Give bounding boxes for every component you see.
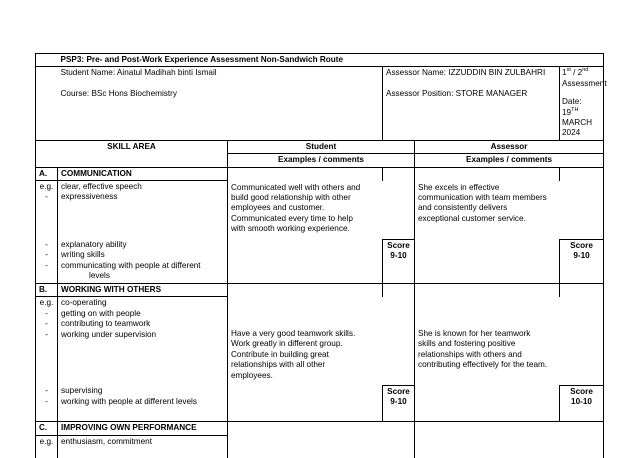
section-a-item: explanatory ability [61, 240, 127, 250]
section-a-assessor-comment-line: communication with team members [418, 192, 547, 202]
info-row [36, 67, 604, 140]
section-b-eg: e.g. - - - [36, 297, 58, 386]
assessor-name: Assessor Name: IZZUDDIN BIN ZULBAHRI [386, 68, 546, 78]
column-header-row [36, 140, 604, 153]
bullet-dash: - [45, 192, 48, 202]
section-a-student-comment-line: with smooth working experience. [231, 224, 350, 234]
section-b-item: supervising [61, 386, 103, 396]
section-b-header [36, 284, 604, 297]
section-a-assessor-comment-line: She excels in effective [418, 182, 500, 192]
assessor-info [383, 67, 560, 140]
section-b-student-comment-line: Have a very good teamwork skills. [231, 328, 356, 338]
form-title: PSP3: Pre- and Post-Work Experience Assessment Non-Sandwich Route [58, 54, 604, 67]
section-a-eg-item: clear, effective speech [61, 182, 142, 192]
section-a-student-comment-line: employees and customer. [231, 203, 325, 213]
section-a-student-comment-line: build good relationship with other [231, 192, 351, 202]
section-a-items-2 [58, 239, 228, 284]
section-c-name: IMPROVING OWN PERFORMANCE [58, 422, 228, 435]
section-c-letter: C. [36, 422, 58, 435]
section-b-item: getting on with people [61, 308, 141, 318]
section-a-student-comment [228, 181, 415, 240]
section-a-items-1 [58, 181, 228, 240]
assessment-label: Assessment [562, 78, 607, 88]
section-b-item: working under supervision [61, 329, 157, 339]
student-info [58, 67, 383, 140]
section-c-body [36, 435, 604, 458]
bullet-dash: - [45, 329, 48, 339]
section-b-eg-item: co-operating [61, 298, 107, 308]
section-c-items [58, 435, 228, 458]
section-b-student-comment-line: Work greatly in different group. [231, 339, 343, 349]
assessor-header: Assessor [415, 140, 604, 153]
bullet-dash: - [45, 396, 48, 406]
section-b-body-2 [36, 385, 604, 422]
section-b-assessor-comment [415, 297, 604, 386]
student-header: Student [228, 140, 415, 153]
section-b-assessor-comment-line: contributing effectively for the team. [418, 360, 548, 370]
assessment-number: 1st / 2nd [562, 67, 589, 78]
date-month: MARCH 2024 [562, 118, 593, 138]
section-a-item: expressiveness [61, 192, 118, 202]
section-b-body-1 [36, 297, 604, 386]
section-a-assessor-comment [415, 181, 604, 240]
section-a-item-cont: levels [89, 271, 110, 281]
section-b-student-comment-line: relationships with all other [231, 360, 326, 370]
section-c-eg: e.g. [36, 435, 58, 458]
section-a-assessor-comment-line: exceptional customer service. [418, 213, 526, 223]
title-row [36, 54, 604, 67]
section-b-assessor-comment-line: She is known for her teamwork [418, 328, 531, 338]
course: Course: BSc Hons Biochemistry [60, 88, 177, 98]
section-a-body-1 [36, 181, 604, 240]
bullet-dash: - [45, 308, 48, 318]
section-b-assessor-score: Score 10-10 [560, 385, 604, 422]
section-a-assessor-comment-line: and consistently delivers [418, 203, 508, 213]
section-a-body-2 [36, 239, 604, 284]
section-a-student-comment-line: Communicated well with others and [231, 182, 361, 192]
student-examples-header: Examples / comments [228, 154, 415, 167]
section-a-student-score: Score 9-10 [383, 239, 415, 284]
section-a-student-comment-line: Communicated every time to help [231, 213, 353, 223]
section-b-student-comment [228, 297, 415, 386]
section-a-item: writing skills [61, 250, 105, 260]
assessor-examples-header: Examples / comments [415, 154, 604, 167]
section-b-student-score: Score 9-10 [383, 385, 415, 422]
student-name: Student Name: Ainatul Madihah binti Ismail [60, 68, 217, 78]
bullet-dash: - [45, 250, 48, 260]
section-b-name: WORKING WITH OTHERS [58, 284, 228, 297]
bullet-dash: - [45, 260, 48, 270]
bullet-dash: - [45, 240, 48, 250]
section-a-item: communicating with people at different [61, 260, 201, 270]
section-b-items-2 [58, 385, 228, 422]
bullet-dash: - [45, 386, 48, 396]
section-a-letter: A. [36, 167, 58, 180]
section-b-letter: B. [36, 284, 58, 297]
section-a-eg: e.g. - [36, 181, 58, 240]
assessment-info [560, 67, 607, 140]
section-b-assessor-comment-line: skills and fostering positive [418, 339, 516, 349]
section-a-assessor-score: Score 9-10 [560, 239, 604, 284]
section-b-student-comment-line: employees. [231, 370, 273, 380]
section-c-header [36, 422, 604, 435]
section-b-items-1 [58, 297, 228, 386]
section-b-item: working with people at different levels [61, 396, 197, 406]
section-b-item: contributing to teamwork [61, 319, 151, 329]
section-a-header [36, 167, 604, 180]
skill-area-header: SKILL AREA [36, 140, 228, 167]
date: Date: 19TH [562, 97, 582, 117]
assessment-form-table [35, 53, 607, 458]
section-c-eg-item: enthusiasm, commitment [61, 436, 153, 446]
bullet-dash: - [45, 319, 48, 329]
assessor-position: Assessor Position: STORE MANAGER [386, 88, 528, 98]
section-b-student-comment-line: Contribute in building great [231, 349, 329, 359]
section-a-name: COMMUNICATION [58, 167, 228, 180]
section-b-assessor-comment-line: relationships with others and [418, 349, 522, 359]
